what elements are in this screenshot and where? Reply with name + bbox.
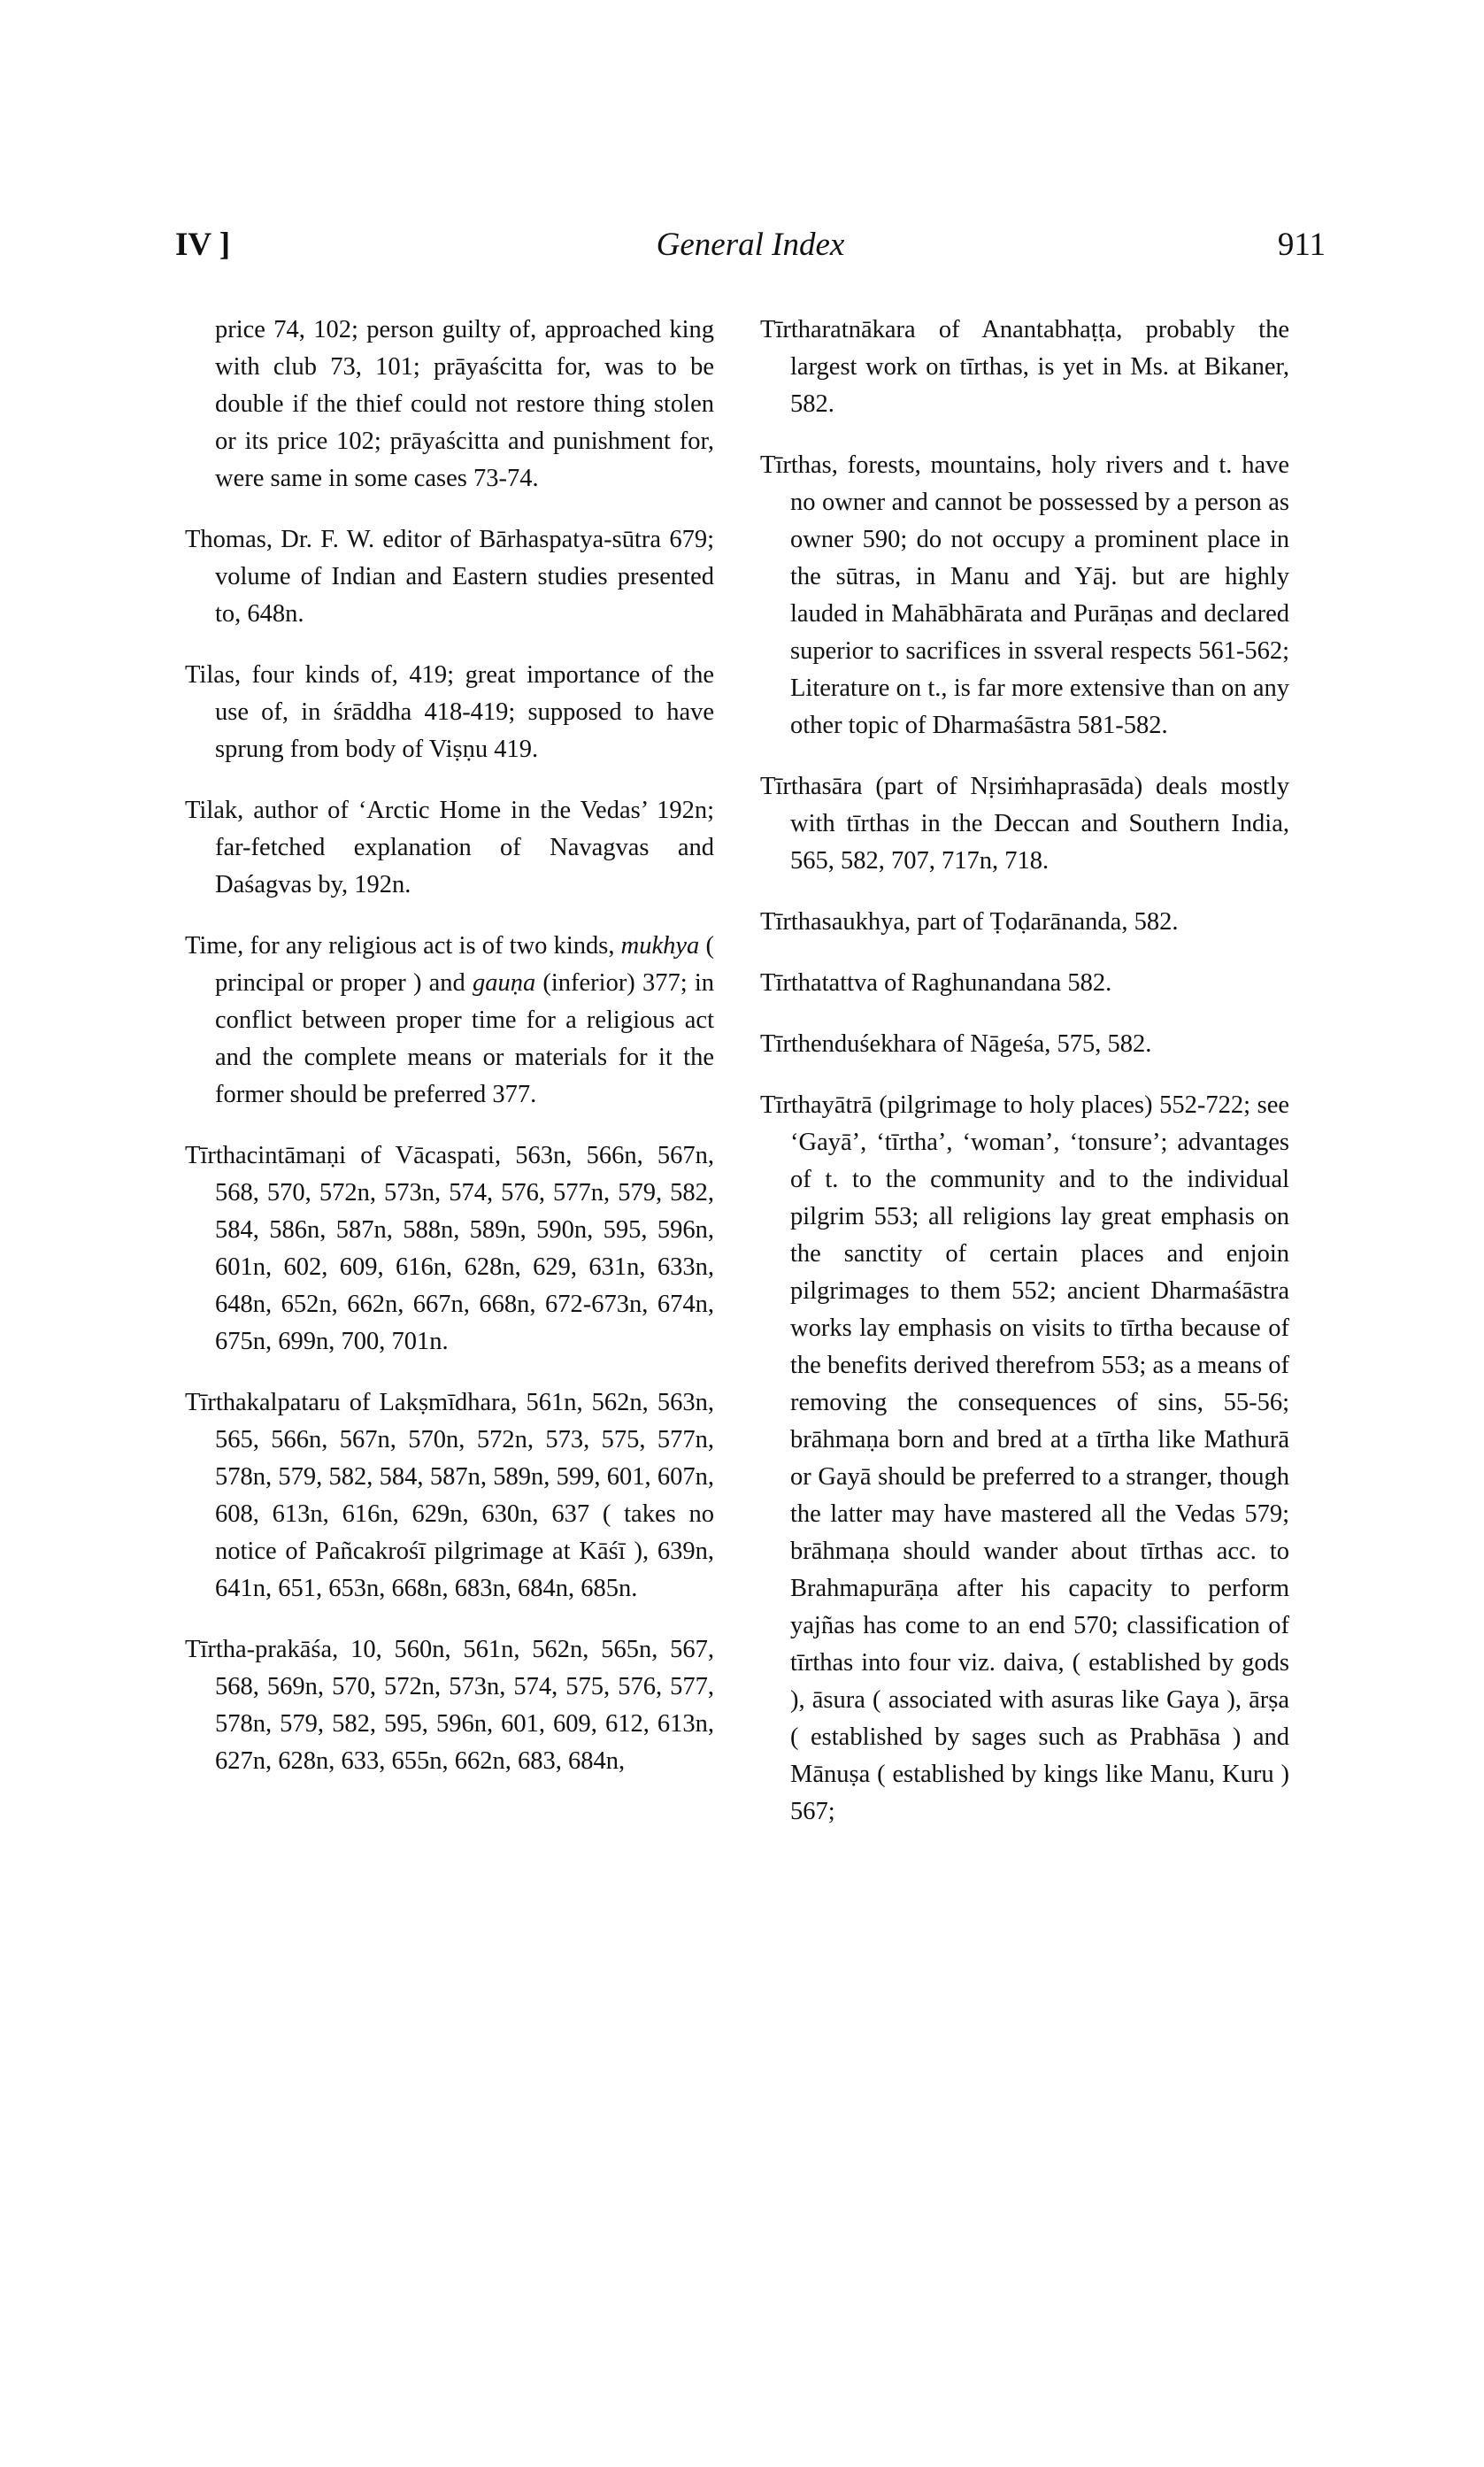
entry-text: Thomas, Dr. F. W. editor of Bārhaspatya-sūtra 679; volume of Indian and Eastern studies presented to, 648n. — [185, 526, 714, 628]
volume-marker: IV ] — [175, 227, 231, 263]
entry-text: Tīrthenduśekhara of Nāgeśa, 575, 582. — [760, 1030, 1152, 1058]
italic-term-gauna: gauṇa — [472, 969, 536, 997]
index-entry-tirtharatnakara — [760, 312, 1289, 423]
index-entry-thomas — [185, 521, 714, 633]
entry-text: Tilas, four kinds of, 419; great importance of the use of, in śrāddha 418-419; supposed to have sprung from body of Viṣṇu 419. — [185, 661, 714, 763]
index-entry-tirthas — [760, 447, 1289, 744]
index-entry-tilas — [185, 657, 714, 768]
running-head — [175, 223, 1326, 267]
entry-text: Tīrthasaukhya, part of Ṭoḍarānanda, 582. — [760, 908, 1179, 936]
entry-text: Tīrtharatnākara of Anantabhaṭṭa, probably the largest work on tīrthas, is yet in Ms. at Bikaner, 582. — [760, 316, 1289, 418]
index-entry-tirthatattva — [760, 965, 1289, 1002]
entry-text-part: Time, for any religious act is of two kinds, — [185, 932, 621, 960]
index-entry-tirthakalpataru — [185, 1384, 714, 1607]
index-entry-tirthacintamani — [185, 1137, 714, 1361]
entry-text: Tīrthas, forests, mountains, holy rivers and t. have no owner and cannot be possessed by a person as owner 590; do not occupy a prominent place in the sūtras, in Manu and Yāj. but are highly lauded in Mahābhārata and Purāṇas and declared superior to sacrifices in ssveral respects 561-562; Literature on t., is far more extensive than on any other topic of Dharmaśāstra 581-582. — [760, 451, 1289, 739]
entry-text — [185, 928, 714, 1114]
entry-text: Tīrthasāra (part of Nṛsiṁhaprasāda) deals mostly with tīrthas in the Deccan and Southern India, 565, 582, 707, 717n, 718. — [760, 773, 1289, 875]
index-entry-continued — [185, 312, 714, 497]
index-entry-tirtha-prakasa — [185, 1631, 714, 1780]
page-title: General Index — [656, 227, 845, 263]
italic-term-mukhya: mukhya — [620, 932, 700, 960]
index-entry-tirthasaukhya — [760, 904, 1289, 941]
index-entry-tirthayatra — [760, 1087, 1289, 1831]
entry-text: Tīrthayātrā (pilgrimage to holy places) 552-722; see ‘Gayā’, ‘tīrtha’, ‘woman’, ‘tonsure’; advantages of t. to the community and to the individual pilgrim 553; all religions lay great emphasis on the sanctity of certain places and enjoin pilgrimages to them 552; ancient Dharmaśāstra works lay emphasis on visits to tīrtha because of the benefits derived therefrom 553; as a means of removing the consequences of sins, 55-56; brāhmaṇa born and bred at a tīrtha like Mathurā or Gayā should be preferred to a stranger, though the latter may have mastered all the Vedas 579; brāhmaṇa should wander about tīrthas acc. to Brahmapurāṇa after his capacity to perform yajñas has come to an end 570; classification of tīrthas into four viz. daiva, ( established by gods ), āsura ( associated with asuras like Gaya ), ārṣa ( established by sages such as Prabhāsa ) and Mānuṣa ( established by kings like Manu, Kuru ) 567; — [760, 1091, 1289, 1825]
entry-text: Tīrthacintāmaṇi of Vācaspati, 563n, 566n, 567n, 568, 570, 572n, 573n, 574, 576, 577n, 579, 582, 584, 586n, 587n, 588n, 589n, 590n, 595, 596n, 601n, 602, 609, 616n, 628n, 629, 631n, 633n, 648n, 652n, 662n, 667n, 668n, 672-673n, 674n, 675n, 699n, 700, 701n. — [185, 1142, 714, 1355]
entry-text: Tīrtha-prakāśa, 10, 560n, 561n, 562n, 565n, 567, 568, 569n, 570, 572n, 573n, 574, 575, 576, 577, 578n, 579, 582, 595, 596n, 601, 609, 612, 613n, 627n, 628n, 633, 655n, 662n, 683, 684n, — [185, 1636, 714, 1775]
index-entry-time — [185, 928, 714, 1114]
entry-text-part: ( principal or proper ) and — [215, 932, 714, 997]
right-column — [760, 312, 1289, 1854]
entry-text-part: (inferior) 377; in conflict between proper time for a religious act and the complete means or materials for it the former should be preferred 377. — [215, 969, 714, 1108]
entry-text: price 74, 102; person guilty of, approached king with club 73, 101; prāyaścitta for, was to be double if the thief could not restore thing stolen or its price 102; prāyaścitta and punishment for, were same in some cases 73-74. — [215, 316, 714, 492]
left-column — [185, 312, 714, 1804]
index-entry-tirthendusekhara — [760, 1026, 1289, 1063]
entry-text: Tilak, author of ‘Arctic Home in the Vedas’ 192n; far-fetched explanation of Navagvas and Daśagvas by, 192n. — [185, 797, 714, 898]
entry-text: Tīrthatattva of Raghunandana 582. — [760, 969, 1112, 997]
index-entry-tilak — [185, 792, 714, 904]
index-entry-tirthasara — [760, 768, 1289, 880]
entry-text: Tīrthakalpataru of Lakṣmīdhara, 561n, 562n, 563n, 565, 566n, 567n, 570n, 572n, 573, 575, 577n, 578n, 579, 582, 584, 587n, 589n, 599, 601, 607n, 608, 613n, 616n, 629n, 630n, 637 ( takes no notice of Pañcakrośī pilgrimage at Kāśī ), 639n, 641n, 651, 653n, 668n, 683n, 684n, 685n. — [185, 1389, 714, 1602]
page-number: 911 — [1277, 227, 1326, 263]
